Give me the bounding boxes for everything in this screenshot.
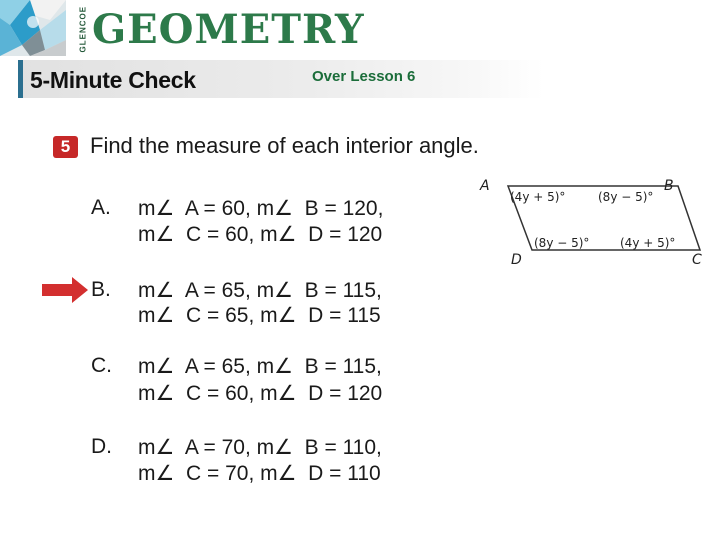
five-minute-check-title: 5-Minute Check — [30, 67, 196, 93]
publisher-label: GLENCOE — [78, 5, 88, 53]
angle-label-b: (8y − 5)° — [598, 190, 654, 204]
course-title: GEOMETRY — [92, 6, 365, 53]
option-line-1: m∠ A = 70, m∠ B = 110, — [138, 436, 382, 459]
option-line-1: m∠ A = 60, m∠ B = 120, — [138, 197, 384, 220]
option-letter: B. — [91, 278, 111, 301]
option-letter: A. — [91, 196, 111, 219]
parallelogram-figure — [474, 174, 706, 270]
banner-accent — [18, 60, 23, 98]
vertex-label-b: B — [664, 178, 674, 194]
vertex-label-a: A — [480, 178, 490, 194]
geometric-logo-icon — [0, 0, 66, 56]
angle-label-d: (8y − 5)° — [534, 236, 590, 250]
answer-arrow-icon — [42, 277, 88, 303]
header — [0, 0, 720, 66]
option-line-2: m∠ C = 60, m∠ D = 120 — [138, 223, 383, 246]
option-line-2: m∠ C = 60, m∠ D = 120 — [138, 382, 383, 405]
option-line-2: m∠ C = 65, m∠ D = 115 — [138, 304, 381, 327]
option-letter: D. — [91, 435, 112, 458]
option-line-1: m∠ A = 65, m∠ B = 115, — [138, 279, 382, 302]
option-line-2: m∠ C = 70, m∠ D = 110 — [138, 462, 381, 485]
option-letter: C. — [91, 354, 112, 377]
question-number-badge: 5 — [53, 136, 78, 158]
lesson-label: Over Lesson 6 — [312, 68, 416, 85]
angle-label-c: (4y + 5)° — [620, 236, 676, 250]
vertex-label-c: C — [692, 252, 702, 268]
angle-label-a: (4y + 5)° — [510, 190, 566, 204]
question-text: Find the measure of each interior angle. — [90, 133, 479, 158]
vertex-label-d: D — [511, 252, 522, 268]
option-line-1: m∠ A = 65, m∠ B = 115, — [138, 355, 382, 378]
